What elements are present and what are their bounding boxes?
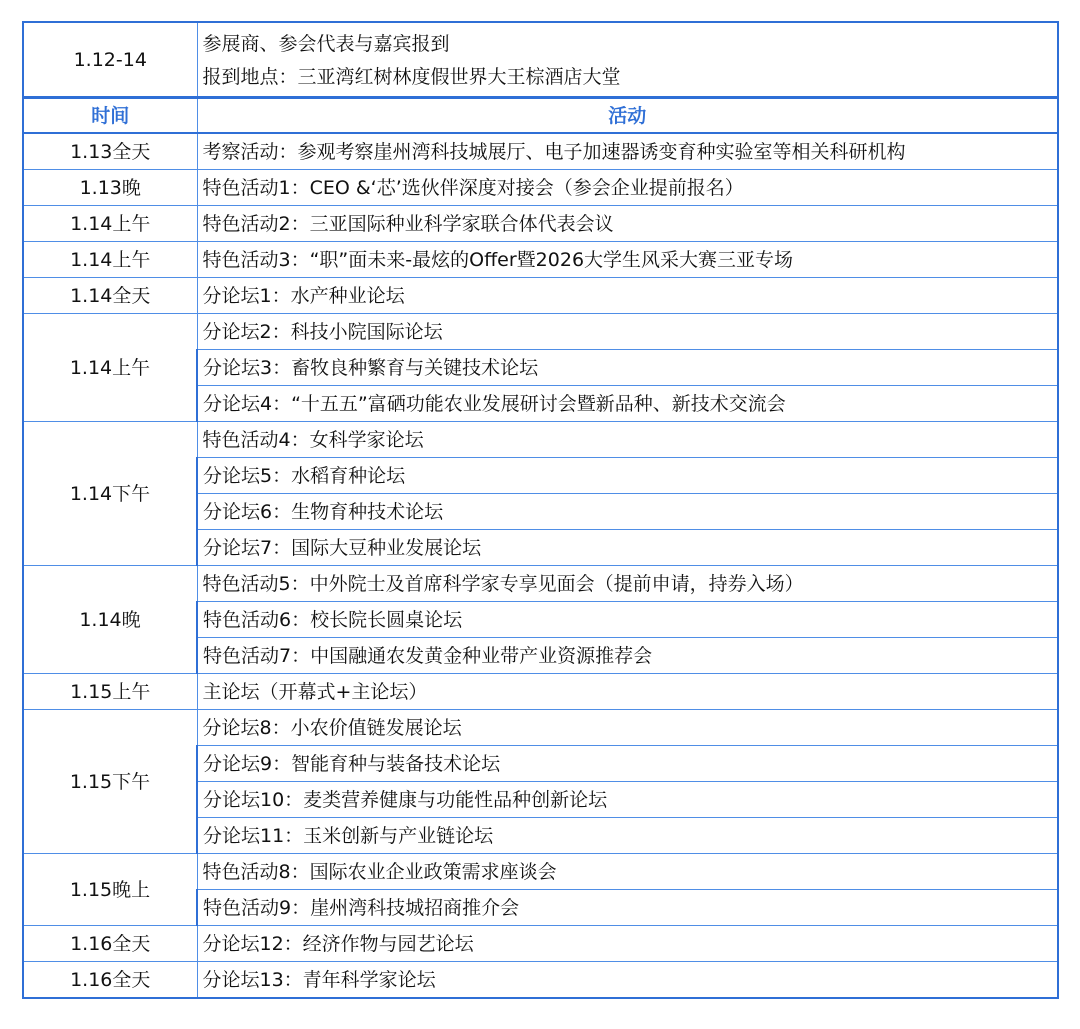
activity-cell: 特色活动7：中国融通农发黄金种业带产业资源推荐会: [197, 638, 1058, 674]
table-row: [23, 710, 1058, 746]
schedule-body: [23, 22, 1058, 998]
table-row: [23, 133, 1058, 170]
table-row: [23, 206, 1058, 242]
activity-cell: 特色活动3：“职”面未来-最炫的Offer暨2026大学生风采大赛三亚专场: [197, 242, 1058, 278]
activity-cell: 分论坛2：科技小院国际论坛: [197, 314, 1058, 350]
time-cell: 1.13晚: [23, 170, 197, 206]
time-cell: 1.14全天: [23, 278, 197, 314]
registration-title: 参展商、参会代表与嘉宾报到: [202, 32, 450, 55]
activity-cell: 特色活动8：国际农业企业政策需求座谈会: [197, 854, 1058, 890]
activity-cell: 特色活动1：CEO &‘芯’选伙伴深度对接会（参会企业提前报名）: [197, 170, 1058, 206]
activity-cell: 分论坛12：经济作物与园艺论坛: [197, 926, 1058, 962]
activity-cell: 分论坛1：水产种业论坛: [197, 278, 1058, 314]
header-activity: 活动: [197, 98, 1058, 134]
activity-cell: 分论坛5：水稻育种论坛: [197, 458, 1058, 494]
activity-cell: 特色活动2：三亚国际种业科学家联合体代表会议: [197, 206, 1058, 242]
time-cell: 1.16全天: [23, 962, 197, 999]
activity-cell: 特色活动9：崖州湾科技城招商推介会: [197, 890, 1058, 926]
registration-location: 报到地点：三亚湾红树林度假世界大王棕酒店大堂: [202, 65, 621, 88]
activity-cell: 分论坛9：智能育种与装备技术论坛: [197, 746, 1058, 782]
activity-cell: 特色活动6：校长院长圆桌论坛: [197, 602, 1058, 638]
table-row: [23, 242, 1058, 278]
activity-cell: 分论坛11：玉米创新与产业链论坛: [197, 818, 1058, 854]
table-row: [23, 314, 1058, 350]
registration-info: [197, 22, 1058, 98]
registration-row: [23, 22, 1058, 98]
activity-cell: 特色活动5：中外院士及首席科学家专享见面会（提前申请，持券入场）: [197, 566, 1058, 602]
activity-cell: 分论坛4：“十五五”富硒功能农业发展研讨会暨新品种、新技术交流会: [197, 386, 1058, 422]
registration-time: 1.12-14: [23, 22, 197, 98]
activity-cell: 分论坛8：小农价值链发展论坛: [197, 710, 1058, 746]
activity-cell: 分论坛10：麦类营养健康与功能性品种创新论坛: [197, 782, 1058, 818]
activity-cell: 分论坛13：青年科学家论坛: [197, 962, 1058, 999]
table-row: [23, 566, 1058, 602]
activity-cell: 特色活动4：女科学家论坛: [197, 422, 1058, 458]
table-row: [23, 962, 1058, 999]
activity-cell: 分论坛6：生物育种技术论坛: [197, 494, 1058, 530]
activity-cell: 考察活动：参观考察崖州湾科技城展厅、电子加速器诱变育种实验室等相关科研机构: [197, 133, 1058, 170]
table-row: [23, 278, 1058, 314]
table-row: [23, 422, 1058, 458]
header-row: [23, 98, 1058, 134]
activity-cell: 分论坛7：国际大豆种业发展论坛: [197, 530, 1058, 566]
time-cell: 1.14晚: [23, 566, 197, 674]
activity-cell: 主论坛（开幕式+主论坛）: [197, 674, 1058, 710]
time-cell: 1.16全天: [23, 926, 197, 962]
time-cell: 1.13全天: [23, 133, 197, 170]
header-time: 时间: [23, 98, 197, 134]
table-row: [23, 170, 1058, 206]
time-cell: 1.15上午: [23, 674, 197, 710]
table-row: [23, 854, 1058, 890]
schedule-table: [22, 21, 1059, 999]
time-cell: 1.14上午: [23, 314, 197, 422]
activity-cell: 分论坛3：畜牧良种繁育与关键技术论坛: [197, 350, 1058, 386]
table-row: [23, 926, 1058, 962]
time-cell: 1.15晚上: [23, 854, 197, 926]
time-cell: 1.15下午: [23, 710, 197, 854]
time-cell: 1.14下午: [23, 422, 197, 566]
time-cell: 1.14上午: [23, 206, 197, 242]
time-cell: 1.14上午: [23, 242, 197, 278]
table-row: [23, 674, 1058, 710]
